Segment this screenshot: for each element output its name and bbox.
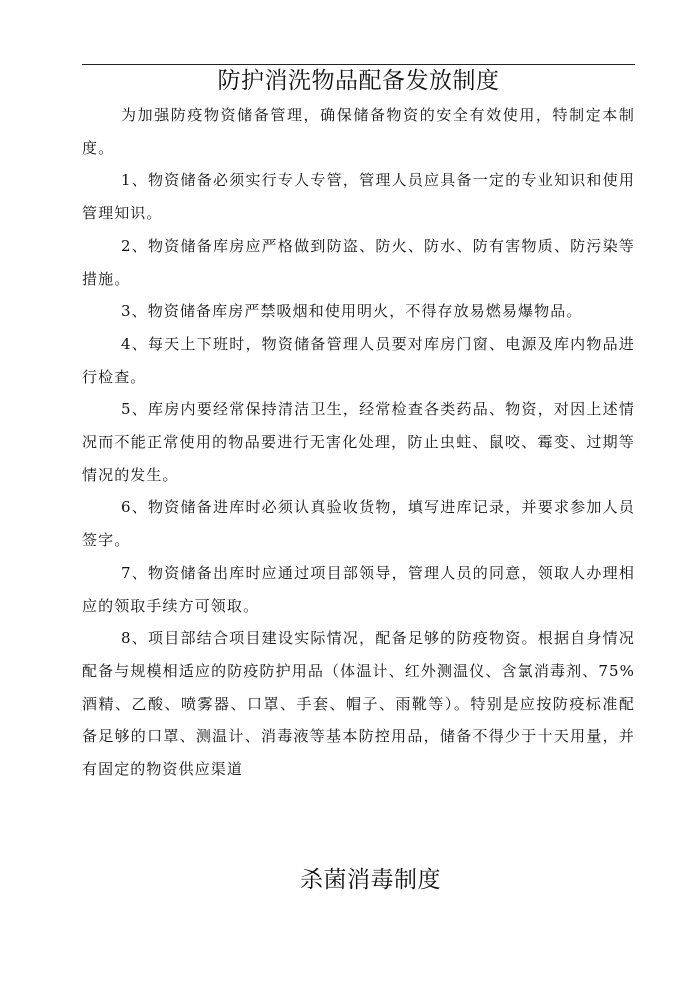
document-body	[82, 99, 635, 786]
paragraph-item-1: 1、物资储备必须实行专人专管，管理人员应具备一定的专业知识和使用管理知识。	[82, 171, 635, 223]
document-title: 防护消洗物品配备发放制度	[217, 68, 500, 94]
paragraph-item-3: 3、物资储备库房严禁吸烟和使用明火，不得存放易燃易爆物品。	[121, 302, 583, 321]
paragraph-item-4: 4、每天上下班时，物资储备管理人员要对库房门窗、电源及库内物品进行检查。	[82, 334, 635, 386]
paragraph-item-2: 2、物资储备库房应严格做到防盗、防火、防水、防有害物质、防污染等措施。	[82, 236, 635, 288]
paragraph-item-8: 8、项目部结合项目建设实际情况，配备足够的防疫物资。根据自身情况配备与规模相适应的防疫防护用品（体温计、红外测温仪、含氯消毒剂、75%酒精、乙酸、喷雾器、口罩、手套、帽子、雨靴等）。特别是应按防疫标准配备足够的口罩、测温计、消毒液等基本防控用品，储备不得少于十天用量，并有固定的物资供应渠道	[82, 629, 635, 779]
paragraph-item-5: 5、库房内要经常保持清洁卫生，经常检查各类药品、物资，对因上述情况而不能正常使用的物品要进行无害化处理，防止虫蛀、鼠咬、霉变、过期等情况的发生。	[82, 400, 635, 484]
paragraph-intro: 为加强防疫物资储备管理，确保储备物资的安全有效使用，特制定本制度。	[82, 106, 635, 157]
paragraph-item-7: 7、物资储备出库时应通过项目部领导，管理人员的同意，领取人办理相应的领取手续方可领取。	[82, 563, 635, 615]
paragraph-item-6: 6、物资储备进库时必须认真验收货物，填写进库记录，并要求参加人员签字。	[82, 498, 635, 550]
section-title-disinfection: 杀菌消毒制度	[300, 867, 441, 893]
